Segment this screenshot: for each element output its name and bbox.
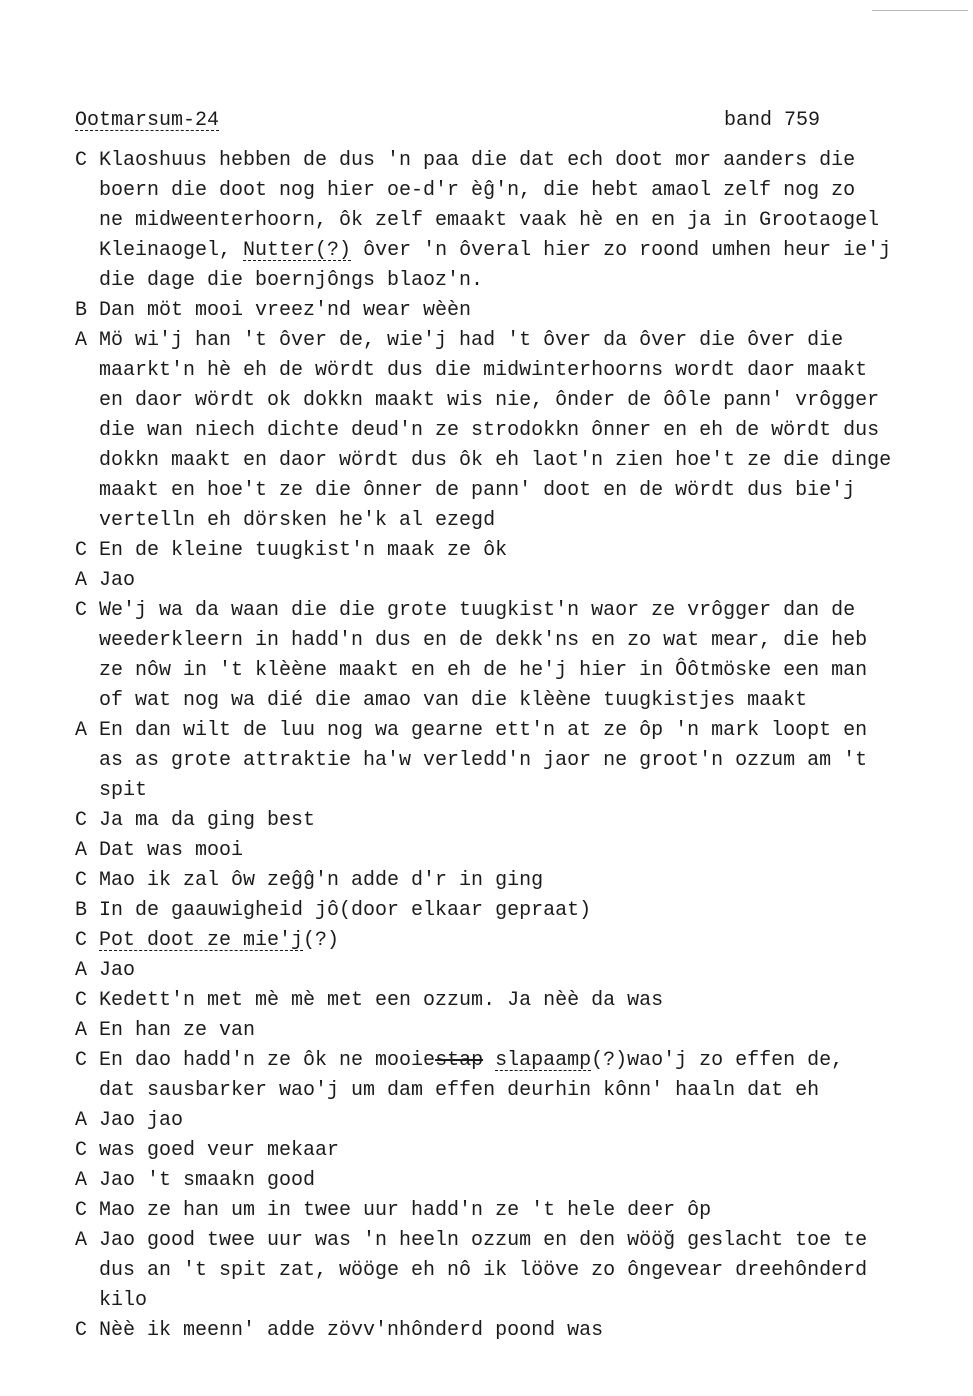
transcript-line: Jao (99, 569, 136, 592)
underlined-text: Pot doot ze mie'j (99, 929, 304, 952)
transcript-line: spit (99, 779, 148, 802)
utterance-text (99, 716, 925, 806)
utterance-text (99, 866, 925, 896)
utterance (75, 986, 925, 1016)
speaker-label: A (75, 839, 88, 862)
text-segment: En dao hadd'n ze ôk ne mooie (99, 1049, 436, 1072)
transcript-line: of wat nog wa dié die amao van die klèène tuugkistjes maakt (99, 689, 808, 712)
utterance (75, 326, 925, 536)
transcript-line: Mao ze han um in twee uur hadd'n ze 't hele deer ôp (99, 1199, 712, 1222)
utterance-text (99, 1316, 925, 1346)
utterance (75, 1016, 925, 1046)
transcript-line: Dat was mooi (99, 839, 244, 862)
utterance-text (99, 806, 925, 836)
utterance-text (99, 1166, 925, 1196)
speaker-label: C (75, 539, 88, 562)
speaker-label: C (75, 1139, 88, 1162)
utterance (75, 1196, 925, 1226)
transcript-line: En de kleine tuugkist'n maak ze ôk (99, 539, 508, 562)
transcript-line: en daor wördt ok dokkn maakt wis nie, ônder de ôôle pann' vrôgger (99, 389, 880, 412)
text-segment (483, 1049, 495, 1072)
speaker-label: A (75, 719, 88, 742)
document-title: Ootmarsum-24 (75, 109, 220, 132)
underlined-text: slapaamp (495, 1049, 592, 1072)
text-segment: Kleinaogel, (99, 239, 244, 262)
utterance-text (99, 1016, 925, 1046)
utterance (75, 1046, 925, 1106)
transcript-line: maarkt'n hè eh de wördt dus die midwinterhoorns wordt daor maakt (99, 359, 868, 382)
transcript-line: die dage die boernjôngs blaoz'n. (99, 269, 484, 292)
utterance-text (99, 896, 925, 926)
transcript-line: ze nôw in 't klèène maakt en eh de he'j hier in Ôôtmöske een man (99, 659, 868, 682)
utterance (75, 596, 925, 716)
text-segment: ôver 'n ôveral hier zo roond umhen heur ie'j (351, 239, 892, 262)
utterance-text (99, 146, 925, 296)
transcript-line: Mö wi'j han 't ôver de, wie'j had 't ôver da ôver die ôver die (99, 329, 844, 352)
underlined-text: Nutter(?) (243, 239, 352, 262)
transcript-line: En dan wilt de luu nog wa gearne ett'n at ze ôp 'n mark loopt en (99, 719, 868, 742)
transcript-line: Jao good twee uur was 'n heeln ozzum en den wööğ geslacht toe te (99, 1229, 868, 1252)
utterance-text (99, 326, 925, 536)
utterance-text (99, 1136, 925, 1166)
utterance (75, 716, 925, 806)
utterance-text (99, 1046, 925, 1106)
transcript-line: Jao jao (99, 1109, 184, 1132)
utterance (75, 296, 925, 326)
transcript-line: weederkleern in hadd'n dus en de dekk'ns en zo wat mear, die heb (99, 629, 868, 652)
transcript-line: Ja ma da ging best (99, 809, 316, 832)
speaker-label: C (75, 809, 88, 832)
transcript-line: Jao 't smaakn good (99, 1169, 316, 1192)
utterance (75, 1316, 925, 1346)
speaker-label: C (75, 1199, 88, 1222)
transcript-line: We'j wa da waan die die grote tuugkist'n waor ze vrôgger dan de (99, 599, 856, 622)
utterance (75, 896, 925, 926)
speaker-label: A (75, 1019, 88, 1042)
utterance (75, 146, 925, 296)
utterance (75, 1106, 925, 1136)
speaker-label: A (75, 959, 88, 982)
speaker-label: A (75, 329, 88, 352)
transcript-line: dat sausbarker wao'j um dam effen deurhin kônn' haaln dat eh (99, 1079, 820, 1102)
transcript-line: die wan niech dichte deud'n ze strodokkn ônner en eh de wördt dus (99, 419, 880, 442)
utterance (75, 866, 925, 896)
text-segment: (?)wao'j zo effen de, (591, 1049, 844, 1072)
transcript-line: vertelln eh dörsken he'k al ezegd (99, 509, 496, 532)
transcript-line: Dan möt mooi vreez'nd wear wèèn (99, 299, 472, 322)
speaker-label: C (75, 929, 88, 952)
speaker-label: C (75, 599, 88, 622)
utterance-text (99, 1196, 925, 1226)
top-rule (872, 10, 968, 11)
transcript-line: Kedett'n met mè mè met een ozzum. Ja nèè da was (99, 989, 664, 1012)
transcript-line: Jao (99, 959, 136, 982)
transcript-line: as as grote attraktie ha'w verledd'n jaor ne groot'n ozzum am 't (99, 749, 868, 772)
utterance (75, 926, 925, 956)
document-header (75, 106, 820, 136)
transcript-line: was goed veur mekaar (99, 1139, 340, 1162)
speaker-label: B (75, 299, 88, 322)
speaker-label: C (75, 1049, 88, 1072)
transcript-line (99, 236, 925, 266)
transcript-line: kilo (99, 1289, 148, 1312)
utterance-text (99, 926, 925, 956)
utterance (75, 1166, 925, 1196)
utterance-text (99, 956, 925, 986)
transcript-line: Mao ik zal ôw zeĝĝ'n adde d'r in ging (99, 869, 544, 892)
speaker-label: A (75, 1169, 88, 1192)
utterance (75, 566, 925, 596)
transcript-line: dokkn maakt en daor wördt dus ôk eh laot'n zien hoe't ze die dinge (99, 449, 892, 472)
utterance-text (99, 566, 925, 596)
transcript-line: En han ze van (99, 1019, 256, 1042)
utterance-text (99, 296, 925, 326)
transcript-line: Klaoshuus hebben de dus 'n paa die dat ech doot mor aanders die (99, 149, 856, 172)
speaker-label: C (75, 1319, 88, 1342)
transcript-line (99, 926, 925, 956)
utterance-text (99, 986, 925, 1016)
text-segment: (?) (303, 929, 340, 952)
speaker-label: B (75, 899, 88, 922)
transcript-line: dus an 't spit zat, wööge eh nô ik lööve zo ôngevear dreehônderd (99, 1259, 868, 1282)
utterance (75, 536, 925, 566)
transcript-line: ne midweenterhoorn, ôk zelf emaakt vaak hè en en ja in Grootaogel (99, 209, 880, 232)
speaker-label: C (75, 989, 88, 1012)
transcript (75, 146, 925, 1346)
transcript-line (99, 1046, 925, 1076)
utterance (75, 836, 925, 866)
transcript-line: In de gaauwigheid jô(door elkaar gepraat) (99, 899, 592, 922)
utterance (75, 1226, 925, 1316)
speaker-label: C (75, 869, 88, 892)
utterance-text (99, 1106, 925, 1136)
utterance (75, 806, 925, 836)
speaker-label: A (75, 1109, 88, 1132)
speaker-label: C (75, 149, 88, 172)
utterance-text (99, 536, 925, 566)
struck-text: stap (435, 1049, 484, 1072)
speaker-label: A (75, 569, 88, 592)
utterance-text (99, 596, 925, 716)
utterance-text (99, 1226, 925, 1316)
band-number: band 759 (723, 109, 820, 132)
transcript-line: maakt en hoe't ze die ônner de pann' doot en de wördt dus bie'j (99, 479, 856, 502)
transcript-line: Nèè ik meenn' adde zövv'nhônderd poond was (99, 1319, 604, 1342)
utterance (75, 1136, 925, 1166)
utterance (75, 956, 925, 986)
speaker-label: A (75, 1229, 88, 1252)
transcript-line: boern die doot nog hier oe-d'r èĝ'n, die hebt amaol zelf nog zo (99, 179, 856, 202)
utterance-text (99, 836, 925, 866)
